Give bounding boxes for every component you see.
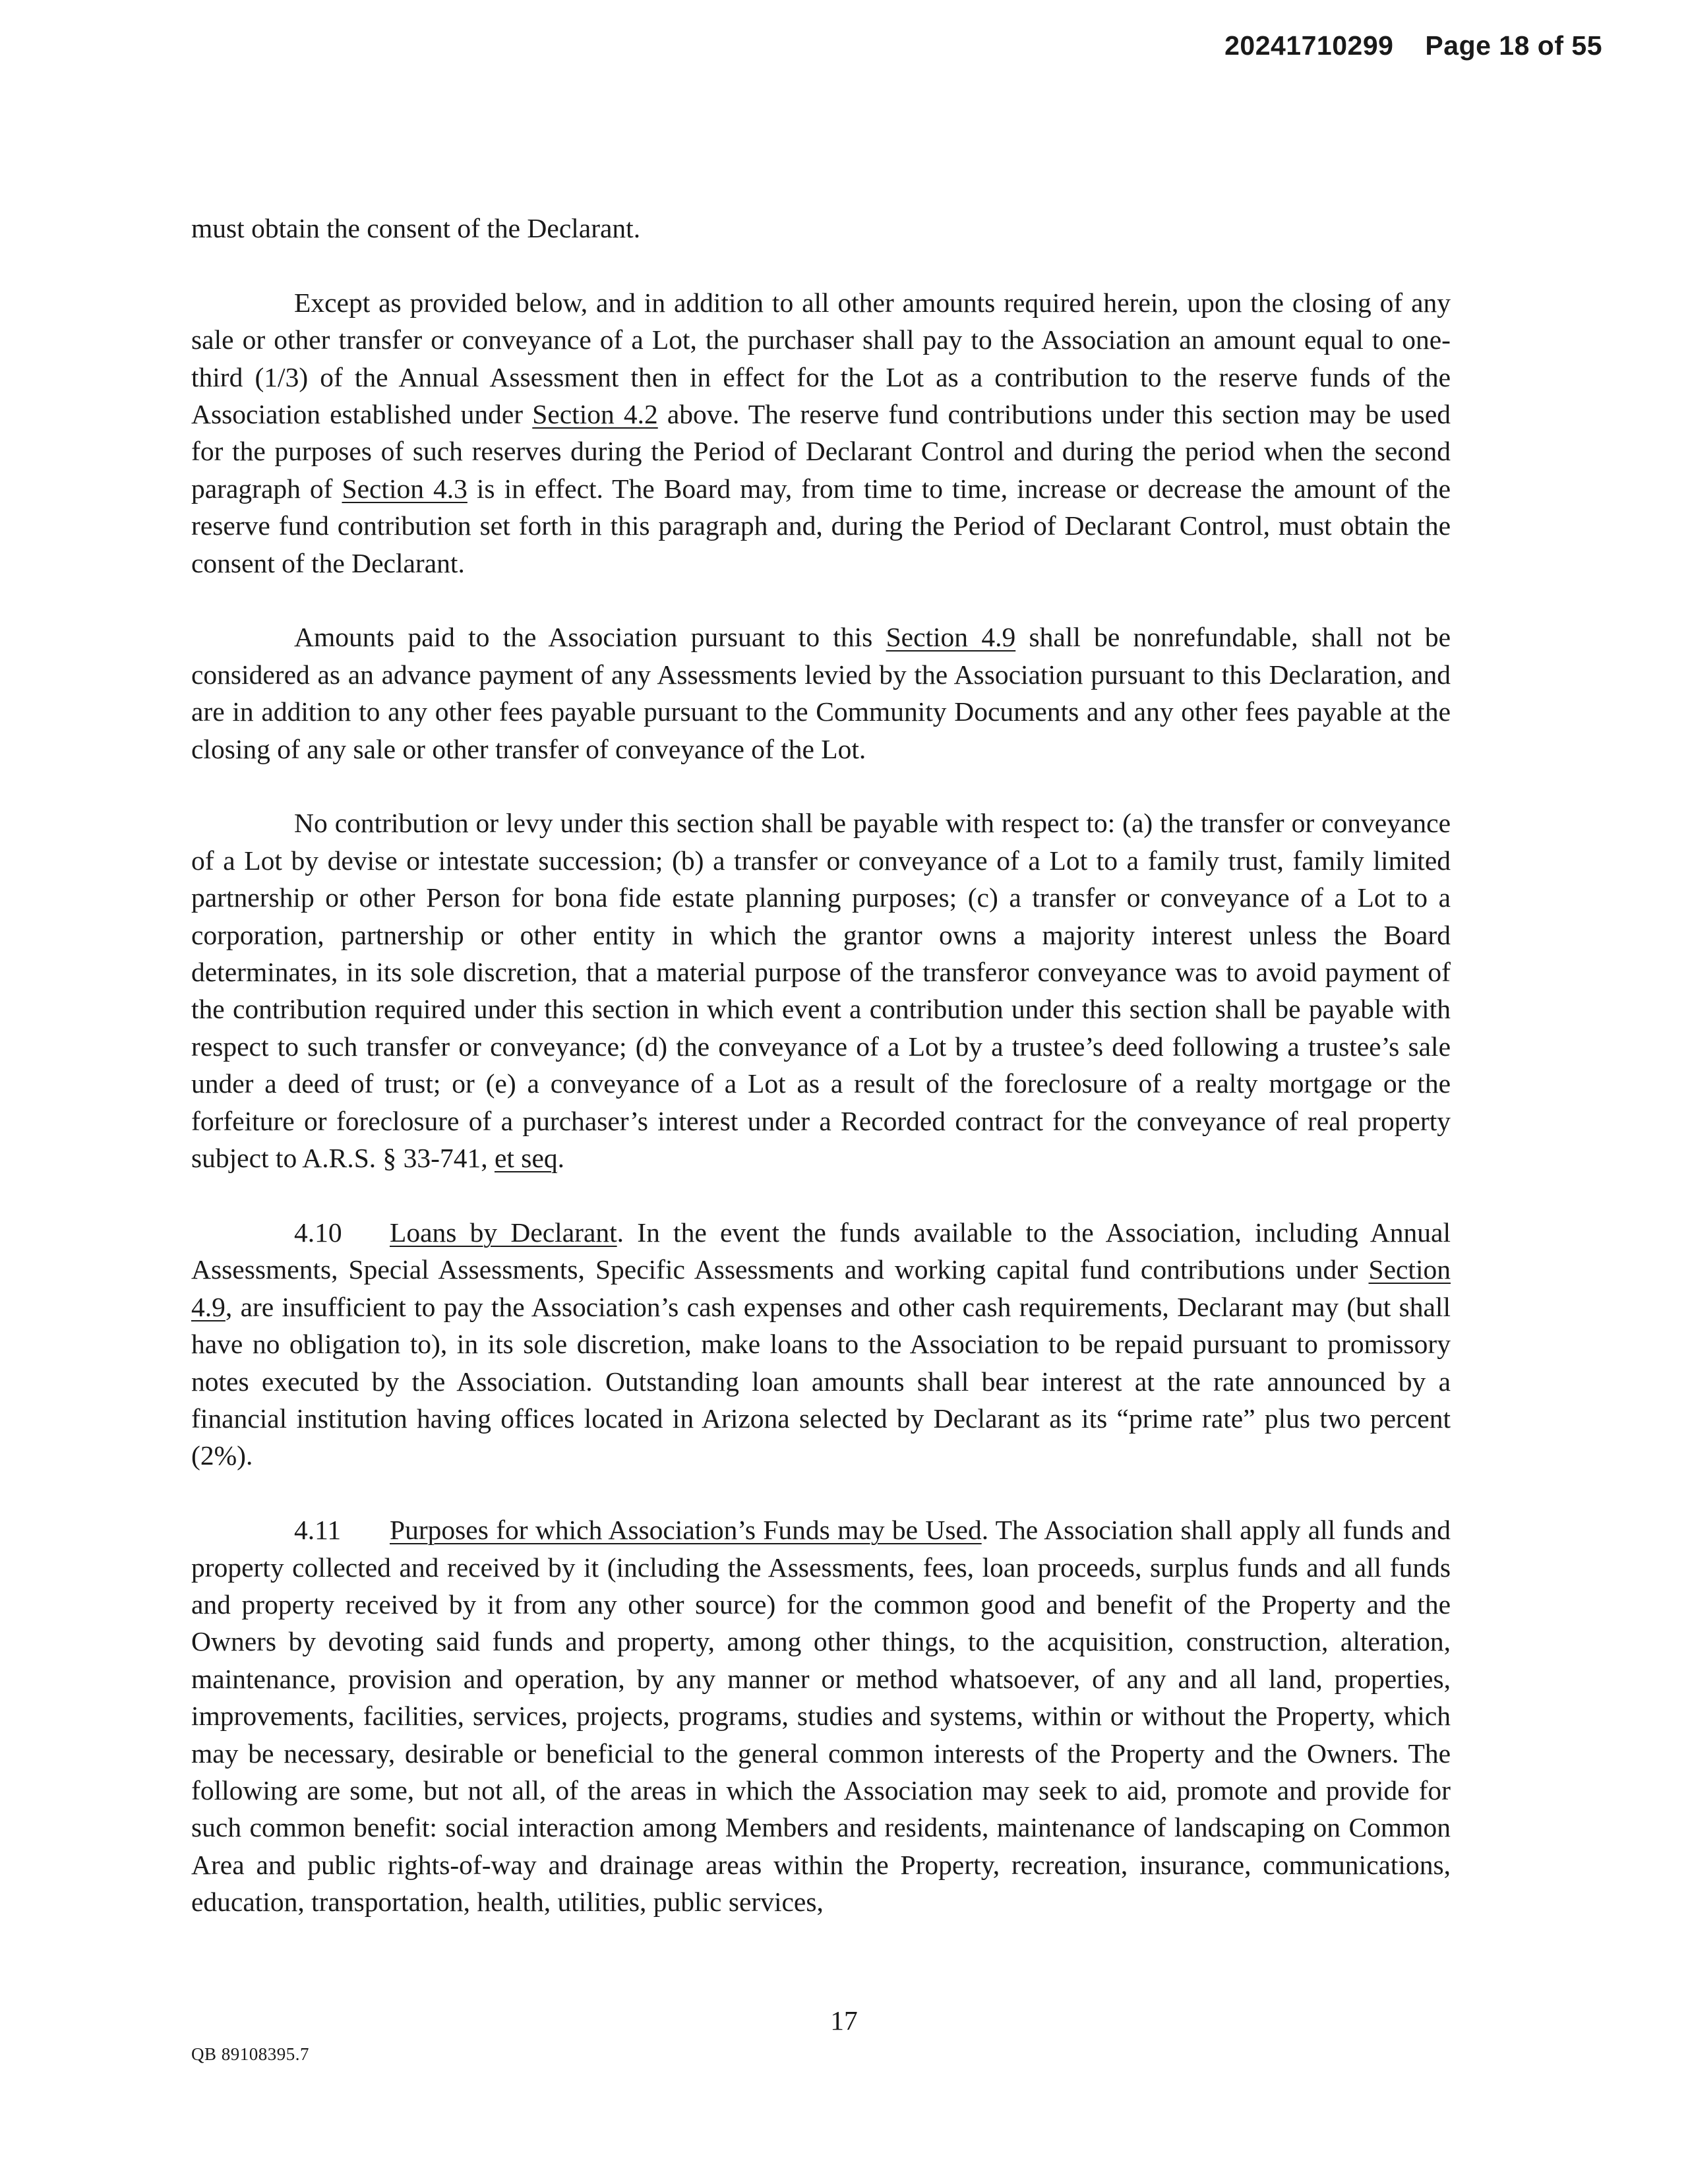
section-4-11: 4.11 Purposes for which Association’s Funds may be Used. The Association shall apply all funds and property collected and received by it (including the Assessments, fees, loan proceeds, surplus funds and all funds and property received by it from any other source) for the common good and benefit of the Property and the Owners by devoting said funds and property, among other things, to the acquisition, construction, alteration, maintenance, provision and operation, by any manner or method whatsoever, of any and all land, properties, improvements, facilities, services, projects, programs, studies and systems, within or without the Property, which may be necessary, desirable or beneficial to the general common interests of the Property and the Owners. The following are some, but not all, of the areas in which the Association may seek to aid, promote and provide for such common benefit: social interaction among Members and residents, maintenance of landscaping on Common Area and public rights-of-way and drainage areas within the Property, recreation, insurance, communications, education, transportation, health, utilities, public services,: [191, 1511, 1451, 1920]
document-body: [191, 210, 1451, 1921]
section-reference-4-9: Section 4.9: [191, 1254, 1451, 1322]
paragraph-exemptions: No contribution or levy under this section shall be payable with respect to: (a) the transfer or conveyance of a Lot by devise or intestate succession; (b) a transfer or conveyance of a Lot to a family trust, family limited partnership or other Person for bona fide estate planning purposes; (c) a transfer or conveyance of a Lot to a corporation, partnership or other entity in which the grantor owns a majority interest unless the Board determinates, in its sole discretion, that a material purpose of the transferor conveyance was to avoid payment of the contribution required under this section in which event a contribution under this section shall be payable with respect to such transfer or conveyance; (d) the conveyance of a Lot by a trustee’s deed following a trustee’s sale under a deed of trust; or (e) a conveyance of a Lot as a result of the foreclosure of a realty mortgage or the forfeiture or foreclosure of a purchaser’s interest under a Recorded contract for the conveyance of real property subject to A.R.S. § 33-741, et seq.: [191, 808, 1451, 1174]
paragraph-continuation: must obtain the consent of the Declarant.: [191, 213, 641, 243]
section-title: Loans by Declarant: [390, 1217, 617, 1248]
page-number: 17: [830, 2005, 858, 2036]
paragraph-reserve-contribution: Except as provided below, and in addition to all other amounts required herein, upon the closing of any sale or other transfer or conveyance of a Lot, the purchaser shall pay to the Association an amount equal to one-third (1/3) of the Annual Assessment then in effect for the Lot as a contribution to the reserve funds of the Association established under Section 4.2 above. The reserve fund contributions under this section may be used for the purposes of such reserves during the Period of Declarant Control and during the period when the second paragraph of Section 4.3 is in effect. The Board may, from time to time, increase or decrease the amount of the reserve fund contribution set forth in this paragraph and, during the Period of Declarant Control, must obtain the consent of the Declarant.: [191, 287, 1451, 578]
section-number: 4.10: [294, 1217, 342, 1248]
section-title: Purposes for which Association’s Funds may be Used: [390, 1515, 982, 1546]
section-4-10: 4.10 Loans by Declarant. In the event the funds available to the Association, including Annual Assessments, Special Assessments, Specific Assessments and working capital fund contributions under Section 4.9, are insufficient to pay the Association’s cash expenses and other cash requirements, Declarant may (but shall have no obligation to), in its sole discretion, make loans to the Association to be repaid pursuant to promissory notes executed by the Association. Outstanding loan amounts shall bear interest at the rate announced by a financial institution having offices located in Arizona selected by Declarant as its “prime rate” plus two percent (2%).: [191, 1214, 1451, 1474]
document-id: QB 89108395.7: [191, 2044, 310, 2064]
et-seq-citation: et seq: [494, 1143, 558, 1174]
recording-number: 20241710299: [1224, 30, 1394, 61]
paragraph-nonrefundable: Amounts paid to the Association pursuant to this Section 4.9 shall be nonrefundable, shall not be considered as an advance payment of any Assessments levied by the Association pursuant to this Declaration, and are in addition to any other fees payable pursuant to the Community Documents and any other fees payable at the closing of any sale or other transfer of conveyance of the Lot.: [191, 622, 1451, 764]
section-reference-4-9: Section 4.9: [886, 622, 1016, 653]
page-header: [1224, 30, 1602, 61]
page-indicator: Page 18 of 55: [1425, 30, 1602, 61]
section-reference-4-3: Section 4.3: [342, 473, 467, 504]
section-number: 4.11: [294, 1515, 342, 1546]
section-reference-4-2: Section 4.2: [532, 399, 658, 430]
